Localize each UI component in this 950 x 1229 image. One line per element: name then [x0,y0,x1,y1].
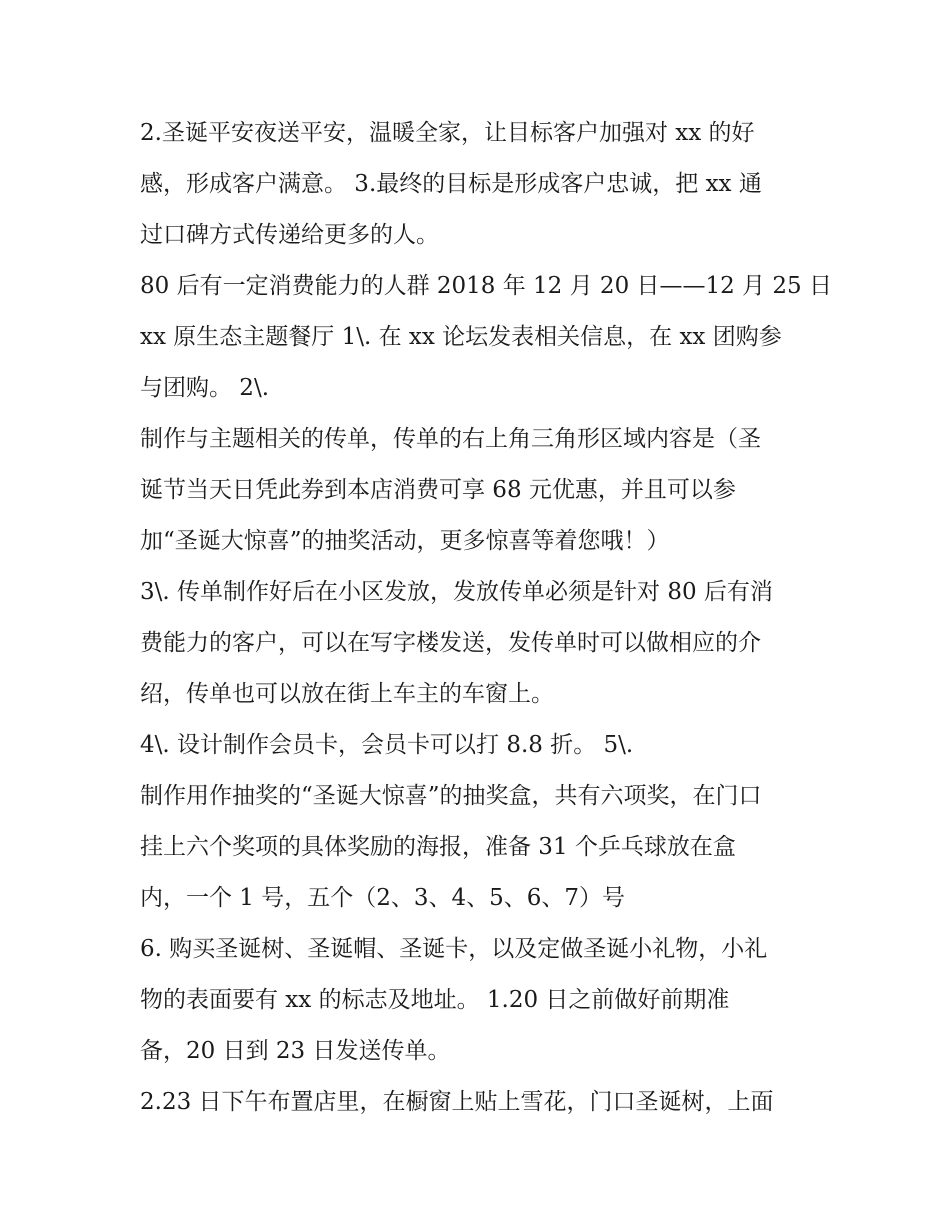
text-line: 2.圣诞平安夜送平安，温暖全家，让目标客户加强对 xx 的好 [140,120,755,146]
text-line: 2.23 日下午布置店里，在橱窗上贴上雪花，门口圣诞树，上面 [140,1089,774,1115]
text-line: 3\. 传单制作好后在小区发放，发放传单必须是针对 80 后有消 [140,579,773,605]
text-line: 物的表面要有 xx 的标志及地址。 1.20 日之前做好前期准 [140,987,730,1013]
text-line: 挂上六个奖项的具体奖励的海报，准备 31 个乒乓球放在盒 [140,834,736,860]
text-line: 6. 购买圣诞树、圣诞帽、圣诞卡，以及定做圣诞小礼物，小礼 [140,936,768,962]
text-line: 感，形成客户满意。 3.最终的目标是形成客户忠诚，把 xx 通 [140,171,762,197]
text-line: 费能力的客户，可以在写字楼发送，发传单时可以做相应的介 [140,630,761,656]
text-line: 内，一个 1 号，五个（2、3、4、5、6、7）号 [140,885,626,911]
text-line: 与团购。 2\. [140,375,270,401]
text-line: 加“圣诞大惊喜”的抽奖活动，更多惊喜等着您哦！） [140,528,670,554]
text-line: 80 后有一定消费能力的人群 2018 年 12 月 20 日——12 月 25 日 [140,273,832,299]
text-line: 备，20 日到 23 日发送传单。 [140,1038,451,1064]
text-line: xx 原生态主题餐厅 1\. 在 xx 论坛发表相关信息，在 xx 团购参 [140,324,782,350]
text-line: 制作用作抽奖的“圣诞大惊喜”的抽奖盒，共有六项奖，在门口 [140,783,762,809]
text-line: 过口碑方式传递给更多的人。 [140,222,439,248]
text-line: 制作与主题相关的传单，传单的右上角三角形区域内容是（圣 [140,426,761,452]
text-line: 4\. 设计制作会员卡，会员卡可以打 8.8 折。 5\. [140,732,634,758]
text-line: 绍，传单也可以放在街上车主的车窗上。 [140,681,554,707]
text-line: 诞节当天日凭此券到本店消费可享 68 元优惠，并且可以参 [140,477,736,503]
document-body [140,108,832,1128]
